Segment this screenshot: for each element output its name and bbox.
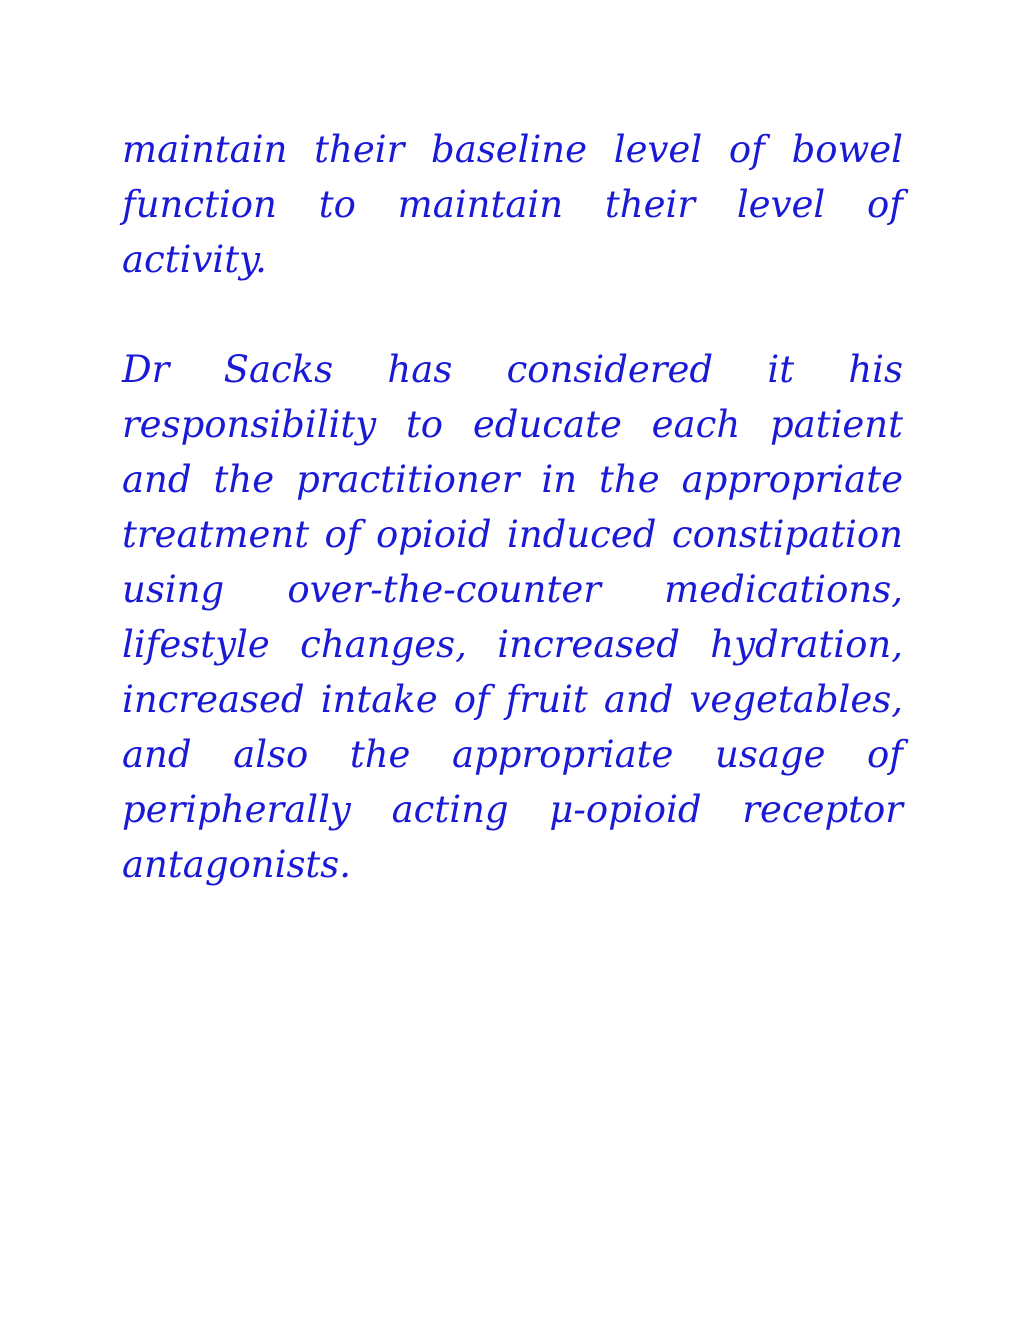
document-body <box>122 122 903 892</box>
paragraph-dr-sacks-responsibility: Dr Sacks has considered it his responsibility to educate each patient and the practitioner in the appropriate treatment of opioid induced constipation using over-the-counter medications, lifestyle changes, increased hydration, increased intake of fruit and vegetables, and also the appropriate usage of peripherally acting μ-opioid receptor antagonists. <box>122 348 903 886</box>
paragraph-bowel-function: maintain their baseline level of bowel function to maintain their level of activity. <box>122 128 903 281</box>
